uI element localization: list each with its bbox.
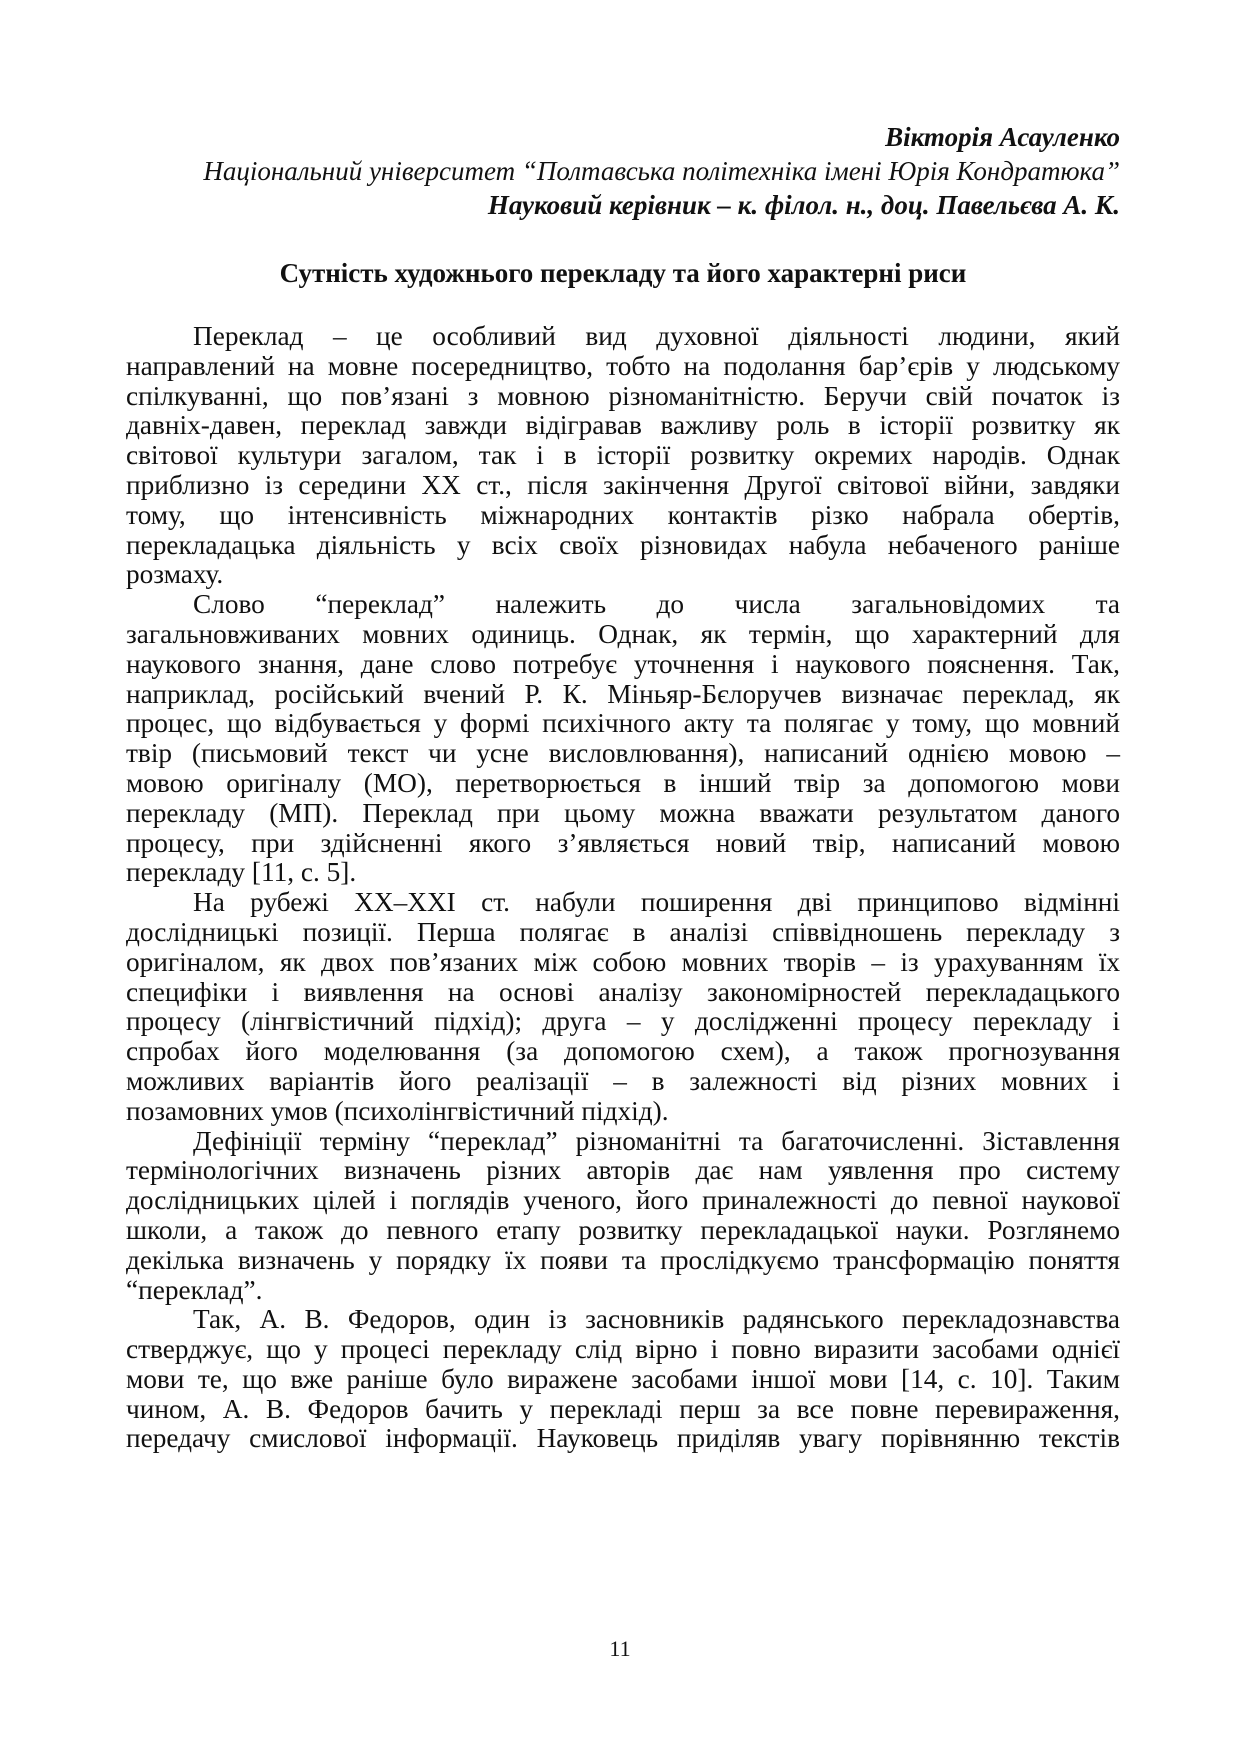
text-line: термінологічних визначень різних авторів дає нам уявлення про систему [126,1155,1120,1186]
paragraph [126,1127,1120,1306]
text-line: мови те, що вже раніше було виражене засобами іншої мови [14, с. 10]. Таким [126,1363,1120,1394]
text-line: розмаху. [126,559,224,590]
text-line: мовою оригіналу (МО), перетворюється в інший твір за допомогою мови [126,767,1120,798]
text-line: загальновживаних мовних одиниць. Однак, як термін, що характерний для [126,618,1120,649]
text-line: наукового знання, дане слово потребує уточнення і наукового пояснення. Так, [126,648,1120,679]
paragraph [126,590,1120,888]
text-line: передачу смислової інформації. Науковець приділяв увагу порівнянню текстів [126,1423,1120,1454]
text-line: процесу (лінгвістичний підхід); друга – у дослідженні процесу перекладу і [126,1006,1120,1037]
text-line: давніх-давен, переклад завжди відігравав важливу роль в історії розвитку як [126,410,1120,441]
text-line: позамовних умов (психолінгвістичний підхід). [126,1095,669,1126]
text-line: твір (письмовий текст чи усне висловлювання), написаний однією мовою – [126,738,1120,769]
text-line: спробах його моделювання (за допомогою схем), а також прогнозування [126,1036,1120,1067]
text-line: декілька визначень у порядку їх появи та прослідкуємо трансформацію поняття [126,1244,1120,1275]
text-line: чином, А. В. Федоров бачить у перекладі перш за все повне перевираження, [126,1393,1120,1424]
text-line: тому, що інтенсивність міжнародних контактів різко набрала обертів, [126,499,1120,530]
text-line: оригіналом, як двох пов’язаних між собою мовних творів – із урахуванням їх [126,946,1120,977]
text-line: дослідницьких цілей і поглядів ученого, його приналежності до певної наукової [126,1185,1120,1216]
text-line: Так, А. В. Федоров, один із засновників радянського перекладознавства [193,1304,1120,1335]
author-affiliation: Національний університет “Полтавська політехніка імені Юрія Кондратюка” [203,156,1120,186]
text-line: стверджує, що у процесі перекладу слід вірно і повно виразити засобами однієї [126,1334,1120,1365]
paragraph [126,1305,1120,1454]
text-line: процес, що відбувається у формі психічного акту та полягає у тому, що мовний [126,708,1120,739]
text-line: дослідницькі позиції. Перша полягає в аналізі співвідношень перекладу з [126,916,1120,947]
text-line: Дефініції терміну “переклад” різноманітні та багаточисленні. Зіставлення [193,1125,1120,1156]
text-line: направлений на мовне посередництво, тобто на подолання бар’єрів у людському [126,350,1120,381]
text-line: Переклад – це особливий вид духовної діяльності людини, який [193,321,1120,351]
scientific-advisor: Науковий керівник – к. філол. н., доц. Павельєва А. К. [487,190,1120,220]
text-line: спілкуванні, що пов’язані з мовною різноманітністю. Беручи свій початок із [126,380,1120,411]
text-line: перекладацька діяльність у всіх своїх різновидах набула небаченого раніше [126,529,1120,560]
paragraph [126,322,1120,590]
article-title: Сутність художнього перекладу та його характерні риси [279,258,967,288]
text-line: перекладу [11, с. 5]. [126,857,357,888]
author-name: Вікторія Асауленко [885,122,1120,152]
text-line: процесу, при здійсненні якого з’являється новий твір, написаний мовою [126,827,1120,858]
text-line: наприклад, російський вчений Р. К. Міньяр-Бєлоручев визначає переклад, як [126,678,1120,709]
text-line: Слово “переклад” належить до числа загальновідомих та [193,589,1120,620]
text-line: можливих варіантів його реалізації – в залежності від різних мовних і [126,1065,1120,1096]
text-line: перекладу (МП). Переклад при цьому можна вважати результатом даного [126,797,1120,828]
text-line: школи, а також до певного етапу розвитку перекладацької науки. Розглянемо [126,1214,1120,1245]
page-number: 11 [609,1636,631,1661]
text-line: На рубежі ХХ–ХХІ ст. набули поширення дві принципово відмінні [193,887,1120,918]
paragraph [126,888,1120,1126]
article-body [126,322,1120,1454]
text-line: специфіки і виявлення на основі аналізу закономірностей перекладацького [126,976,1120,1007]
text-line: приблизно із середини ХХ ст., після закінчення Другої світової війни, завдяки [126,469,1120,500]
text-line: світової культури загалом, так і в історії розвитку окремих народів. Однак [126,440,1120,471]
text-line: “переклад”. [126,1274,263,1305]
